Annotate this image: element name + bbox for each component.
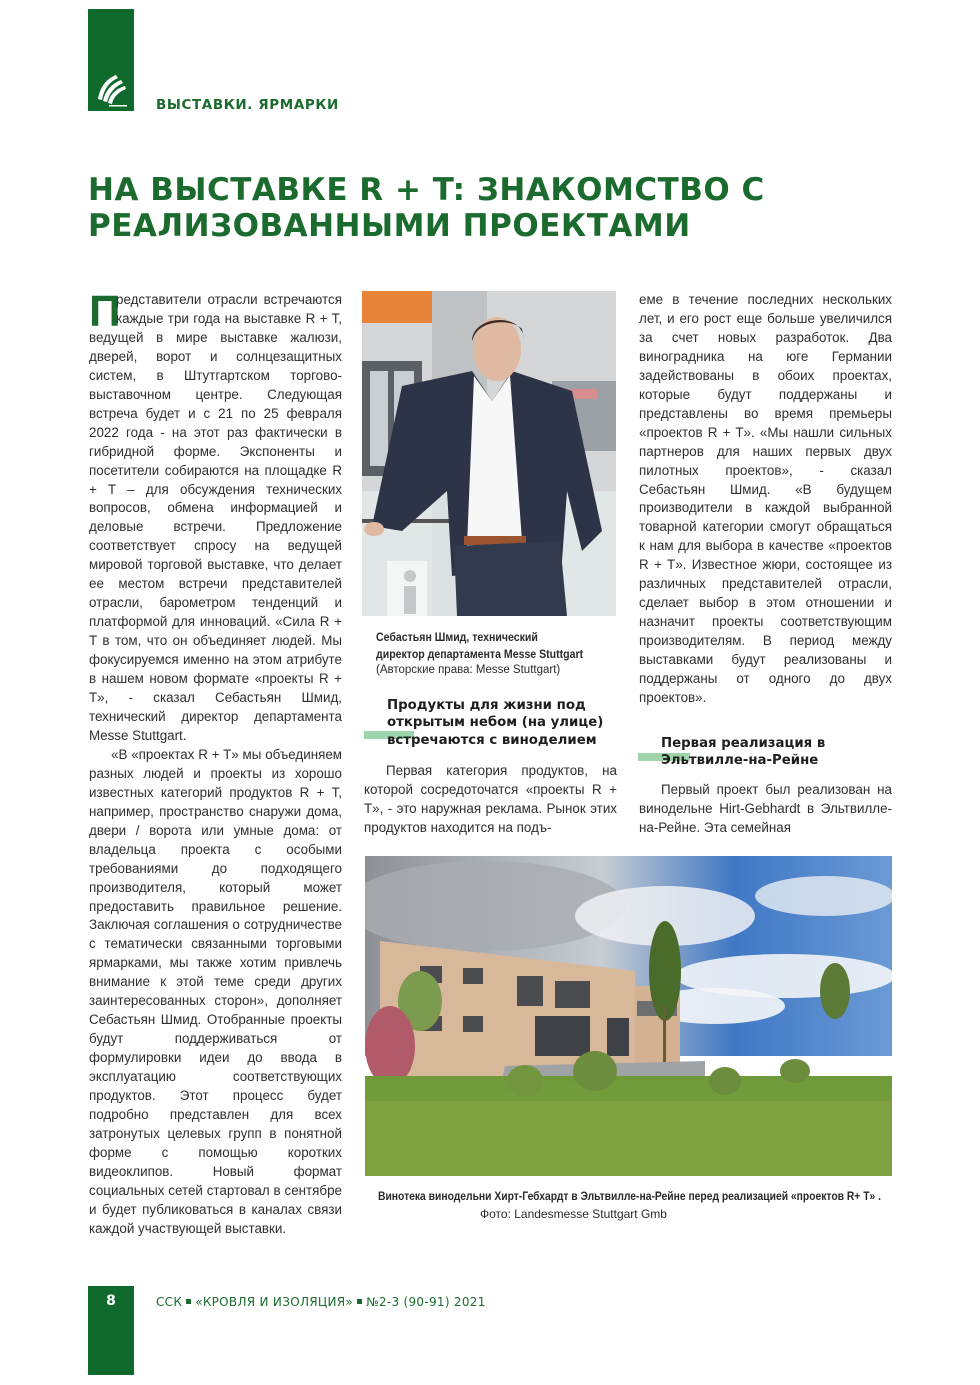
winery-caption	[378, 1188, 898, 1221]
article-column-3-continued	[639, 781, 892, 838]
portrait-photo	[362, 291, 616, 616]
article-column-3	[639, 291, 892, 708]
magazine-logo	[88, 9, 134, 111]
leaf-stripes-icon	[94, 69, 128, 109]
caption-bold: директор департамента Messe Stuttgart	[376, 646, 584, 661]
publication-info	[156, 1295, 486, 1309]
subheading: Первая реализация в Эльтвилле-на-Рейне	[661, 736, 826, 769]
paragraph: еме в течение последних нескольких лет, и его рост еще больше увеличился за счет новых разработок. Два виноградника на юге Германии задействованы в обоих проектах, которые будут поддержаны и представлены во время премьеры «проектов R + T». «Мы нашли сильных партнеров для наших первых двух пилотных проектов», - сказал Себастьян Шмид. «В будущем производители в каждой выбранной товарной категории смогут обращаться к нам для выбора в качестве «проектов R + T». Известное жюри, состоящее из различных представителей отрасли, сделает выбор в этом отношении и назначит проекты соответствующим производителям. В период между выставками будут реализованы и поддержаны от одного до двух проектов».	[639, 292, 892, 706]
caption-credit: (Авторские права: Messe Stuttgart)	[376, 664, 561, 676]
publisher-name: ССК	[156, 1295, 183, 1309]
subheading: Продукты для жизни под открытым небом (на улице) встречаются с виноделием	[387, 698, 604, 748]
article-column-1	[89, 287, 342, 1239]
section-label: ВЫСТАВКИ. ЯРМАРКИ	[156, 97, 339, 113]
article-title: НА ВЫСТАВКЕ R + T: ЗНАКОМСТВО С РЕАЛИЗОВАННЫМИ ПРОЕКТАМИ	[88, 172, 765, 244]
paragraph: «В «проектах R + T» мы объединяем разных людей и проекты из хорошо известных категорий продуктов R + T, например, пространство снаружи дома, двери / ворота или умные дома: от владельца проекта с особыми требованиями до подходящего производителя, который может предоставить правильное решение. Заключая соглашения о сотрудничестве с тематически связанными торговыми ярмарками, мы также хотим привлечь внимание к этой теме среди других заинтересованных сторон», дополняет Себастьян Шмид. Отобранные проекты будут поддерживаться от формулировки идеи до ввода в эксплуатацию соответствующих продуктов. Этот процесс будет подробно представлен для всех затронутых целевых групп в понятной форме с помощью коротких видеоклипов. Новый формат социальных сетей стартовал в сентябре и будет публиковаться в каналах связи каждой участвующей выставки.	[89, 746, 342, 1236]
article-column-2	[364, 762, 617, 838]
caption-credit: Фото: Landesmesse Stuttgart Gmb	[480, 1206, 667, 1221]
page-number: 8	[106, 1293, 116, 1309]
caption-bold: Винотека винодельни Хирт-Гебхардт в Эльтвилле-на-Рейне перед реализацией «проектов R+ T» .	[378, 1189, 881, 1203]
portrait-caption	[376, 629, 616, 679]
paragraph: Первый проект был реализован на винодельне Hirt-Gebhardt в Эльтвилле-на-Рейне. Эта семейная	[639, 782, 892, 835]
square-bullet-icon	[357, 1299, 362, 1304]
winery-image	[365, 856, 892, 1176]
paragraph: Первая категория продуктов, на которой сосредоточатся «проекты R + T», - это наружная реклама. Рынок этих продуктов находится на подъ-	[364, 763, 617, 835]
paragraph: редставители отрасли встречаются каждые три года на выставке R + T, ведущей в мире выставке жалюзи, дверей, ворот и солнцезащитных систем, в Штутгартском торгово-выставочном центре. Следующая встреча будет и с 21 по 25 февраля 2022 года - на этот раз фактически в гибридной форме. Экспоненты и посетители собираются на площадке R + T – для обсуждения технических вопросов, обмена информацией и деловые встречи. Предложение соответствует спросу на ведущей мировой торговой выставке, что делает ее местом встречи представителей отрасли, барометром тенденций и платформой для инноваций. «Сила R + T в том, что он объединяет людей. Мы фокусируемся именно на этом атрибуте в нашем новом формате «проекты R + T», - сказал Себастьян Шмид, технический директор департамента Messe Stuttgart.	[89, 292, 342, 743]
winery-photo	[365, 856, 892, 1176]
caption-bold: Себастьян Шмид, технический	[376, 630, 538, 644]
drop-cap: П	[89, 287, 121, 336]
page-number-block	[88, 1286, 134, 1375]
issue-number: №2-3 (90-91) 2021	[366, 1295, 486, 1309]
magazine-name: «КРОВЛЯ И ИЗОЛЯЦИЯ»	[195, 1295, 354, 1309]
portrait-image	[362, 291, 616, 616]
square-bullet-icon	[186, 1299, 191, 1304]
